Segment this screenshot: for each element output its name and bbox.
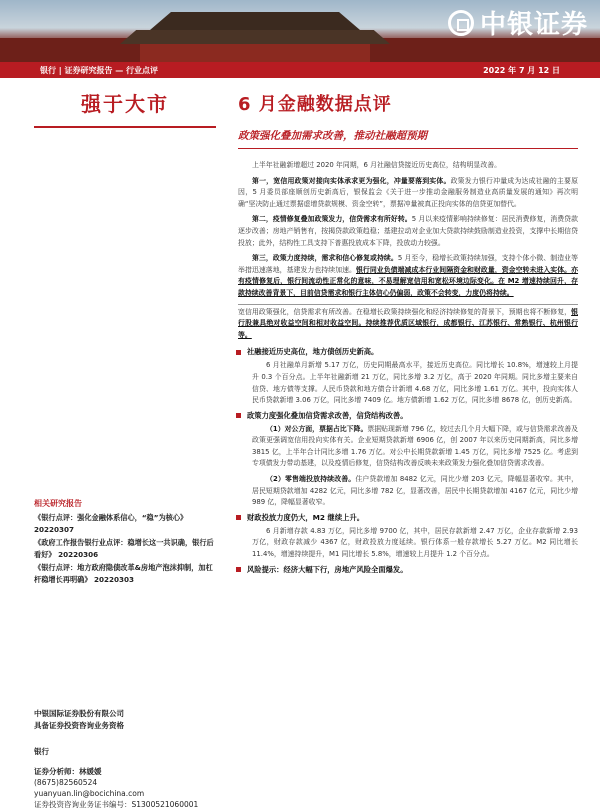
paragraph-3-highlight: 银行同业负债端减成本行业间隔资金和财政量，资金空转未进入实体。亦有疫情修复后，银行间流动性正常化的意味，不易理解宽信用和宽松环境边际变化。在 M2 增速持续回升，存款持续改善背景下，目前信贷需求和银行主体信心仍偏弱，政策不会转变，力度仍将持续。 bbox=[238, 265, 579, 297]
section-heading bbox=[236, 513, 578, 523]
risk-warning: 风险提示：经济大幅下行，房地产风险全面爆发。 bbox=[247, 564, 408, 574]
section-2-part-2 bbox=[238, 474, 578, 509]
related-report-item[interactable]: 《银行点评：强化金融体系信心，“稳”为核心》 20220307 bbox=[34, 513, 188, 534]
banner-wall-right bbox=[370, 38, 600, 62]
sector-rating-label: 强于大市 bbox=[81, 91, 169, 116]
company-name: 中银国际证券股份有限公司 bbox=[34, 709, 124, 718]
bullet-square-icon bbox=[236, 350, 241, 355]
section-1-title: 社融接近历史高位，地方债创历史新高。 bbox=[247, 347, 379, 357]
section-2-text-1: 票据贴现新增 796 亿，较过去几个月大幅下降，或与信贷需求改善及政策更强调宽信用投向实体有关。企业短期贷款新增 6906 亿，创 2007 年以来历史同期新高，同比多增 3815 亿，上半年合计同比多增 1.76 万亿。对公中长期贷款新增 1.45 万亿，同比多增 7525 亿。考虑到专项债发力带动基建，以及疫情后修复，信贷结构改善反映未来政策发力强化叠加信贷需求改善。 bbox=[252, 424, 579, 468]
paragraph-3-text: 5 月至今，稳增长政策持续加强，支持个体小微、制造业等举措迅速落地，基建发力也持续加速。 bbox=[238, 254, 578, 274]
related-reports-title: 相关研究报告 bbox=[34, 499, 82, 508]
company-license: 具备证券投资咨询业务资格 bbox=[34, 721, 124, 730]
section-3-text: 6 月新增存款 4.83 万亿，同比多增 9700 亿，其中，居民存款新增 2.47 万亿，企业存款新增 2.93 万亿，财政存款减少 4367 亿，财政投放力度延续。银行体系一般存款增长 5.27 万亿。M2 同比增长 11.4%，增速持续提升，M1 同比增长 5.8%，增速较上月提升 1.2 个百分点。 bbox=[252, 526, 578, 559]
breadcrumb: 银行 | 证券研究报告 — 行业点评 bbox=[40, 65, 159, 75]
intro-paragraph: 上半年社融新增超过 2020 年同期，6 月社融信贷接近历史高位，结构明显改善。 bbox=[252, 161, 501, 169]
analyst-phone: (8675)82560524 bbox=[34, 778, 98, 787]
related-report-item[interactable]: 《银行点评：地方政府隐债改革&房地产泡沫抑制，加杠杆稳增长再明确》 20220303 bbox=[34, 563, 213, 584]
paragraph-3 bbox=[238, 253, 578, 299]
analyst-cert: 证券投资咨询业务证书编号：S1300521060001 bbox=[34, 800, 199, 809]
page-title: 6 月金融数据点评 bbox=[238, 94, 392, 115]
page-subtitle: 政策强化叠加需求改善，推动社融超预期 bbox=[238, 128, 578, 149]
section-2-sub-2: （2）零售端投放持续改善。 bbox=[266, 475, 356, 484]
bank-of-china-icon bbox=[448, 10, 474, 36]
analyst-name: 证券分析师：林媛媛 bbox=[34, 767, 102, 776]
banner-roof-upper bbox=[150, 12, 360, 30]
report-body bbox=[238, 160, 578, 578]
banner-wall-left bbox=[0, 38, 140, 62]
analyst-email[interactable]: yuanyuan.lin@bocichina.com bbox=[34, 789, 145, 798]
paragraph-2-lead: 第二，疫情修复叠加政策发力，信贷需求有所好转。 bbox=[252, 215, 412, 224]
paragraph-1 bbox=[238, 176, 578, 211]
paragraph-2-text: 5 月以来疫情影响持续修复：居民消费修复，消费贷款逐步改善；房地产销售有，按揭贷款政策趋稳；基建拉动对企业加大贷款持续鼓励制造业投资，支撑中长期信贷投放；此外，结构性工具支持下普惠投放成本下降，投放动力较强。 bbox=[238, 215, 579, 247]
analyst-info bbox=[34, 766, 198, 810]
summary-paragraph bbox=[238, 304, 578, 342]
bullet-square-icon bbox=[236, 515, 241, 520]
summary-text: 宽信用政策强化，信贷需求有所改善。在稳增长政策持续强化和经济持续修复的背景下，预期也将不断修复， bbox=[238, 307, 572, 316]
section-heading bbox=[236, 565, 578, 575]
section-2-text-2: 住户贷款增加 8482 亿元，同比少增 203 亿元，降幅显著收窄。其中，居民短期贷款增加 4282 亿元，同比多增 782 亿，显著改善，居民中长期贷款增加 4167 亿元，同比少增 989 亿，降幅显著收窄。 bbox=[252, 475, 578, 507]
brand-logo bbox=[448, 4, 588, 41]
left-sidebar bbox=[34, 78, 224, 809]
related-reports-list bbox=[34, 512, 218, 587]
bullet-square-icon bbox=[236, 567, 241, 572]
section-2-part-1 bbox=[238, 424, 578, 470]
related-report-item[interactable]: 《政府工作报告银行业点评：稳增长这一共识确，银行后看好》 20220306 bbox=[34, 538, 214, 559]
paragraph-3-lead: 第三，政策力度持续，需求和信心修复或持续。 bbox=[252, 254, 398, 263]
paragraph-1-text: 政策发力银行冲量成为达成社融的主要原因，5 月委员部座顺创历史新高后，银保监会《关于进一步推动金融服务制造业高质量发展的通知》再次明确“坚决防止通过票据虚增贷款规模、资金空转”，票据冲量被真正投向实体的信贷更加替代。 bbox=[238, 176, 579, 208]
paragraph-2 bbox=[238, 214, 578, 249]
banner-roof-lower bbox=[120, 30, 390, 44]
section-heading bbox=[236, 347, 578, 357]
section-2-sub-1: （1）对公方面，票据占比下降。 bbox=[266, 424, 368, 433]
summary-highlight: 银行股兼具绝对收益空间和相对收益空间。持续推荐优质区域银行，成都银行、江苏银行、常熟银行、杭州银行等。 bbox=[238, 307, 578, 339]
analyst-sector: 银行 bbox=[34, 747, 49, 756]
section-3-title: 财政投放力度仍大，M2 继续上升。 bbox=[247, 512, 365, 522]
sector-rating bbox=[34, 78, 216, 128]
section-1-text: 6 月社融单月新增 5.17 万亿，历史同期最高水平，接近历史高位。同比增长 10.8%，增速较上月提升 0.3 个百分点。上半年社融新增 21 万亿，同比多增 3.2 万亿，高于 2020 年同期。同比多增主要来自信贷、地方债等支撑。人民币贷款和地方债合计新增 4.68 万亿，同比多增 1.61 万亿。其中，投向实体人民币贷款新增 3.06 万亿，同比多增 7409 亿。地方债新增 1.62 万亿，同比多增 8678 亿，创历史新高。 bbox=[252, 361, 578, 405]
logo-text: 中银证券 bbox=[479, 10, 588, 40]
header-red-bar bbox=[0, 62, 600, 78]
section-2-title: 政策力度强化叠加信贷需求改善，信贷结构改善。 bbox=[247, 410, 408, 420]
bullet-square-icon bbox=[236, 413, 241, 418]
paragraph-1-lead: 第一，宽信用政策对接向实体承求更为强化，冲量要落到实体。 bbox=[252, 176, 451, 185]
section-heading bbox=[236, 411, 578, 421]
company-info bbox=[34, 708, 124, 732]
banner-hall bbox=[140, 44, 370, 62]
header-banner bbox=[0, 0, 600, 62]
report-date: 2022 年 7 月 12 日 bbox=[483, 65, 560, 75]
